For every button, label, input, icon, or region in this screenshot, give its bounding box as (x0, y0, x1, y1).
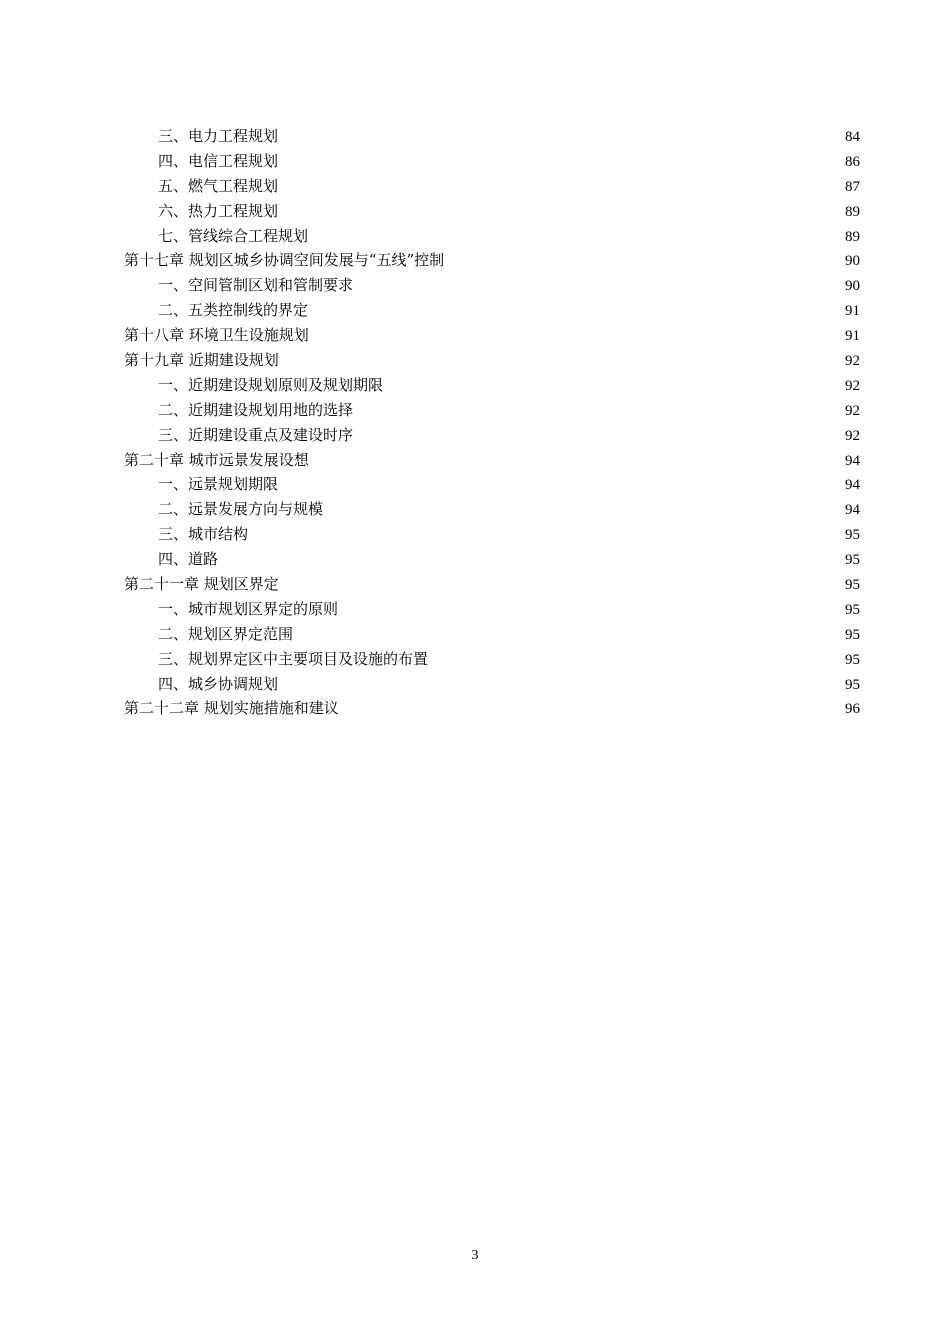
toc-chapter-entry[interactable] (124, 323, 860, 348)
toc-section-entry[interactable] (124, 199, 860, 224)
toc-entry-title: 六、热力工程规划 (158, 201, 279, 220)
toc-dot-leader (279, 140, 844, 141)
toc-entry-page-number: 95 (845, 577, 860, 594)
toc-entry-title: 七、管线综合工程规划 (158, 226, 309, 245)
toc-dot-leader (280, 364, 844, 365)
toc-chapter-entry[interactable] (124, 572, 860, 597)
toc-entry-page-number: 90 (845, 253, 860, 270)
toc-entry-page-number: 95 (845, 651, 860, 668)
toc-entry-title: 五、燃气工程规划 (158, 176, 279, 195)
toc-dot-leader (339, 613, 844, 614)
toc-section-entry[interactable] (124, 298, 860, 323)
toc-entry-title: 第二十一章 规划区界定 (124, 575, 279, 594)
toc-dot-leader (310, 464, 844, 465)
toc-section-entry[interactable] (124, 497, 860, 522)
toc-entry-title: 二、规划区界定范围 (158, 624, 294, 643)
toc-dot-leader (354, 414, 844, 415)
toc-section-entry[interactable] (124, 622, 860, 647)
toc-dot-leader (279, 165, 844, 166)
toc-section-entry[interactable] (124, 224, 860, 249)
toc-entry-page-number: 91 (845, 303, 860, 320)
toc-section-entry[interactable] (124, 597, 860, 622)
toc-entry-title: 一、远景规划期限 (158, 475, 279, 494)
toc-entry-title: 四、道路 (158, 550, 219, 569)
toc-entry-page-number: 86 (845, 153, 860, 170)
toc-dot-leader (340, 712, 844, 713)
toc-entry-title: 二、远景发展方向与规模 (158, 500, 324, 519)
toc-entry-title: 四、城乡协调规划 (158, 674, 279, 693)
toc-entry-title: 第二十二章 规划实施措施和建议 (124, 699, 339, 718)
toc-entry-title: 一、城市规划区界定的原则 (158, 599, 339, 618)
toc-chapter-entry[interactable] (124, 696, 860, 721)
toc-entry-page-number: 95 (845, 626, 860, 643)
toc-entry-page-number: 94 (845, 477, 860, 494)
toc-entry-page-number: 91 (845, 328, 860, 345)
toc-section-entry[interactable] (124, 547, 860, 572)
toc-section-entry[interactable] (124, 398, 860, 423)
toc-entry-page-number: 92 (845, 353, 860, 370)
toc-entry-page-number: 94 (845, 452, 860, 469)
toc-entry-page-number: 92 (845, 427, 860, 444)
toc-entry-page-number: 96 (845, 701, 860, 718)
toc-entry-page-number: 92 (845, 377, 860, 394)
toc-entry-page-number: 95 (845, 552, 860, 569)
toc-chapter-entry[interactable] (124, 248, 860, 273)
toc-entry-page-number: 84 (845, 129, 860, 145)
toc-dot-leader (219, 563, 844, 564)
toc-dot-leader (445, 264, 844, 265)
toc-dot-leader (384, 389, 844, 390)
toc-entry-page-number: 95 (845, 676, 860, 693)
toc-dot-leader (279, 190, 844, 191)
toc-entry-page-number: 95 (845, 527, 860, 544)
toc-dot-leader (309, 314, 844, 315)
toc-entry-page-number: 89 (845, 228, 860, 245)
toc-chapter-entry[interactable] (124, 448, 860, 473)
toc-entry-page-number: 95 (845, 601, 860, 618)
toc-entry-title: 第十九章 近期建设规划 (124, 351, 279, 370)
toc-dot-leader (280, 588, 844, 589)
toc-entry-title: 二、五类控制线的界定 (158, 301, 309, 320)
toc-chapter-entry[interactable] (124, 348, 860, 373)
toc-dot-leader (279, 488, 844, 489)
toc-entry-page-number: 89 (845, 203, 860, 220)
page-number: 3 (471, 1248, 479, 1263)
toc-entry-title: 第十八章 环境卫生设施规划 (124, 326, 309, 345)
toc-entry-title: 第二十章 城市远景发展设想 (124, 450, 309, 469)
toc-section-entry[interactable] (124, 149, 860, 174)
toc-dot-leader (429, 663, 844, 664)
toc-entry-title: 第十七章 规划区城乡协调空间发展与“五线”控制 (124, 251, 445, 270)
toc-entry-title: 二、近期建设规划用地的选择 (158, 400, 354, 419)
toc-section-entry[interactable] (124, 472, 860, 497)
toc-entry-title: 三、电力工程规划 (158, 127, 279, 145)
toc-entry-title: 三、城市结构 (158, 525, 249, 544)
toc-dot-leader (324, 513, 844, 514)
toc-dot-leader (279, 215, 844, 216)
toc-entry-page-number: 94 (845, 502, 860, 519)
toc-dot-leader (354, 289, 844, 290)
toc-dot-leader (249, 538, 844, 539)
toc-section-entry[interactable] (124, 672, 860, 697)
toc-entry-page-number: 92 (845, 402, 860, 419)
toc-entry-title: 四、电信工程规划 (158, 151, 279, 170)
toc-entry-title: 一、空间管制区划和管制要求 (158, 276, 354, 295)
toc-section-entry[interactable] (124, 423, 860, 448)
toc-dot-leader (354, 439, 844, 440)
toc-section-entry[interactable] (124, 273, 860, 298)
toc-dot-leader (309, 240, 844, 241)
table-of-contents (124, 124, 860, 721)
toc-entry-title: 三、近期建设重点及建设时序 (158, 425, 354, 444)
toc-section-entry[interactable] (124, 124, 860, 149)
toc-entry-page-number: 87 (845, 178, 860, 195)
toc-section-entry[interactable] (124, 647, 860, 672)
toc-dot-leader (294, 638, 844, 639)
toc-dot-leader (279, 688, 844, 689)
toc-section-entry[interactable] (124, 174, 860, 199)
toc-entry-title: 三、规划界定区中主要项目及设施的布置 (158, 649, 429, 668)
toc-entry-page-number: 90 (845, 278, 860, 295)
toc-entry-title: 一、近期建设规划原则及规划期限 (158, 375, 384, 394)
toc-dot-leader (310, 339, 844, 340)
toc-section-entry[interactable] (124, 373, 860, 398)
toc-section-entry[interactable] (124, 522, 860, 547)
